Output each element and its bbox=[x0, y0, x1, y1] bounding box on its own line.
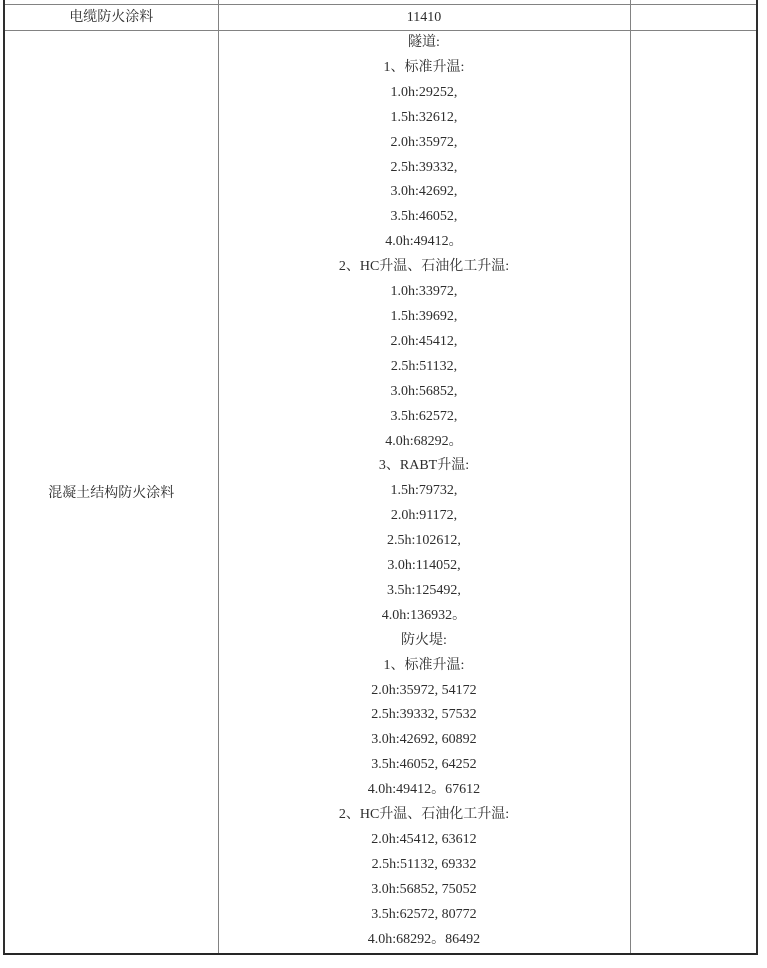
measurement-line: 3.0h:56852, 75052 bbox=[371, 881, 477, 897]
material-name-cell: 电缆防火涂料 bbox=[5, 5, 218, 31]
materials-table bbox=[5, 0, 756, 953]
measurement-line: 3.0h:56852, bbox=[390, 383, 458, 399]
measurement-line: 3.0h:42692, bbox=[390, 184, 458, 200]
measurement-line: 3.5h:62572, 80772 bbox=[371, 906, 477, 922]
measurement-line: 2.0h:45412, bbox=[390, 333, 458, 349]
measurement-line: 1.5h:32612, bbox=[390, 109, 458, 125]
measurement-line: 2.5h:51132, bbox=[390, 358, 458, 374]
measurement-line: 防火堤: bbox=[401, 632, 447, 648]
empty-cell bbox=[630, 31, 756, 953]
measurement-line: 3.5h:62572, bbox=[390, 408, 458, 424]
measurement-line: 3.0h:42692, 60892 bbox=[371, 732, 477, 748]
material-values-cell bbox=[218, 31, 630, 953]
measurement-line: 4.0h:49412。 bbox=[385, 234, 463, 250]
measurement-line: 2、HC升温、石油化工升温: bbox=[338, 259, 510, 275]
measurement-line: 1.5h:79732, bbox=[390, 483, 458, 499]
measurement-line: 2.0h:91172, bbox=[390, 508, 458, 524]
measurement-line: 2、HC升温、石油化工升温: bbox=[338, 807, 510, 823]
measurement-line: 3.5h:125492, bbox=[387, 582, 461, 598]
measurement-line: 2.5h:39332, 57532 bbox=[371, 707, 477, 723]
measurement-line: 2.0h:45412, 63612 bbox=[371, 832, 477, 847]
measurement-line: 2.0h:35972, 54172 bbox=[371, 682, 477, 698]
measurement-line: 4.0h:68292。 bbox=[385, 433, 463, 449]
measurement-line: 1.0h:33972, bbox=[390, 284, 458, 300]
measurement-line: 4.0h:68292。86492 bbox=[367, 931, 481, 947]
measurement-line: 3.5h:46052, bbox=[390, 209, 458, 225]
table-frame bbox=[3, 0, 758, 955]
measurement-line: 4.0h:136932。 bbox=[381, 607, 467, 623]
measurement-line: 2.5h:39332, bbox=[390, 159, 458, 175]
measurement-line: 3.0h:114052, bbox=[387, 558, 461, 574]
measurement-line: 3.5h:46052, 64252 bbox=[371, 757, 477, 773]
measurement-line: 1、标准升温: bbox=[383, 59, 465, 75]
measurement-line: 1.5h:39692, bbox=[390, 308, 458, 324]
measurement-line: 1、标准升温: bbox=[383, 657, 465, 673]
row-cable-fire-coating bbox=[5, 5, 756, 31]
measurement-line: 2.5h:102612, bbox=[387, 533, 461, 549]
measurement-line: 2.5h:51132, 69332 bbox=[371, 856, 477, 872]
empty-cell bbox=[630, 5, 756, 31]
row-concrete-fire-coating bbox=[5, 31, 756, 953]
measurement-line: 1.0h:29252, bbox=[390, 84, 458, 100]
measurement-line: 2.0h:35972, bbox=[390, 134, 458, 150]
material-name-cell: 混凝土结构防火涂料 bbox=[5, 31, 218, 953]
measurement-line: 隧道: bbox=[408, 35, 440, 50]
measurement-line: 3、RABT升温: bbox=[378, 458, 470, 474]
material-value-cell: 11410 bbox=[218, 5, 630, 31]
measurement-line: 4.0h:49412。67612 bbox=[367, 782, 481, 798]
